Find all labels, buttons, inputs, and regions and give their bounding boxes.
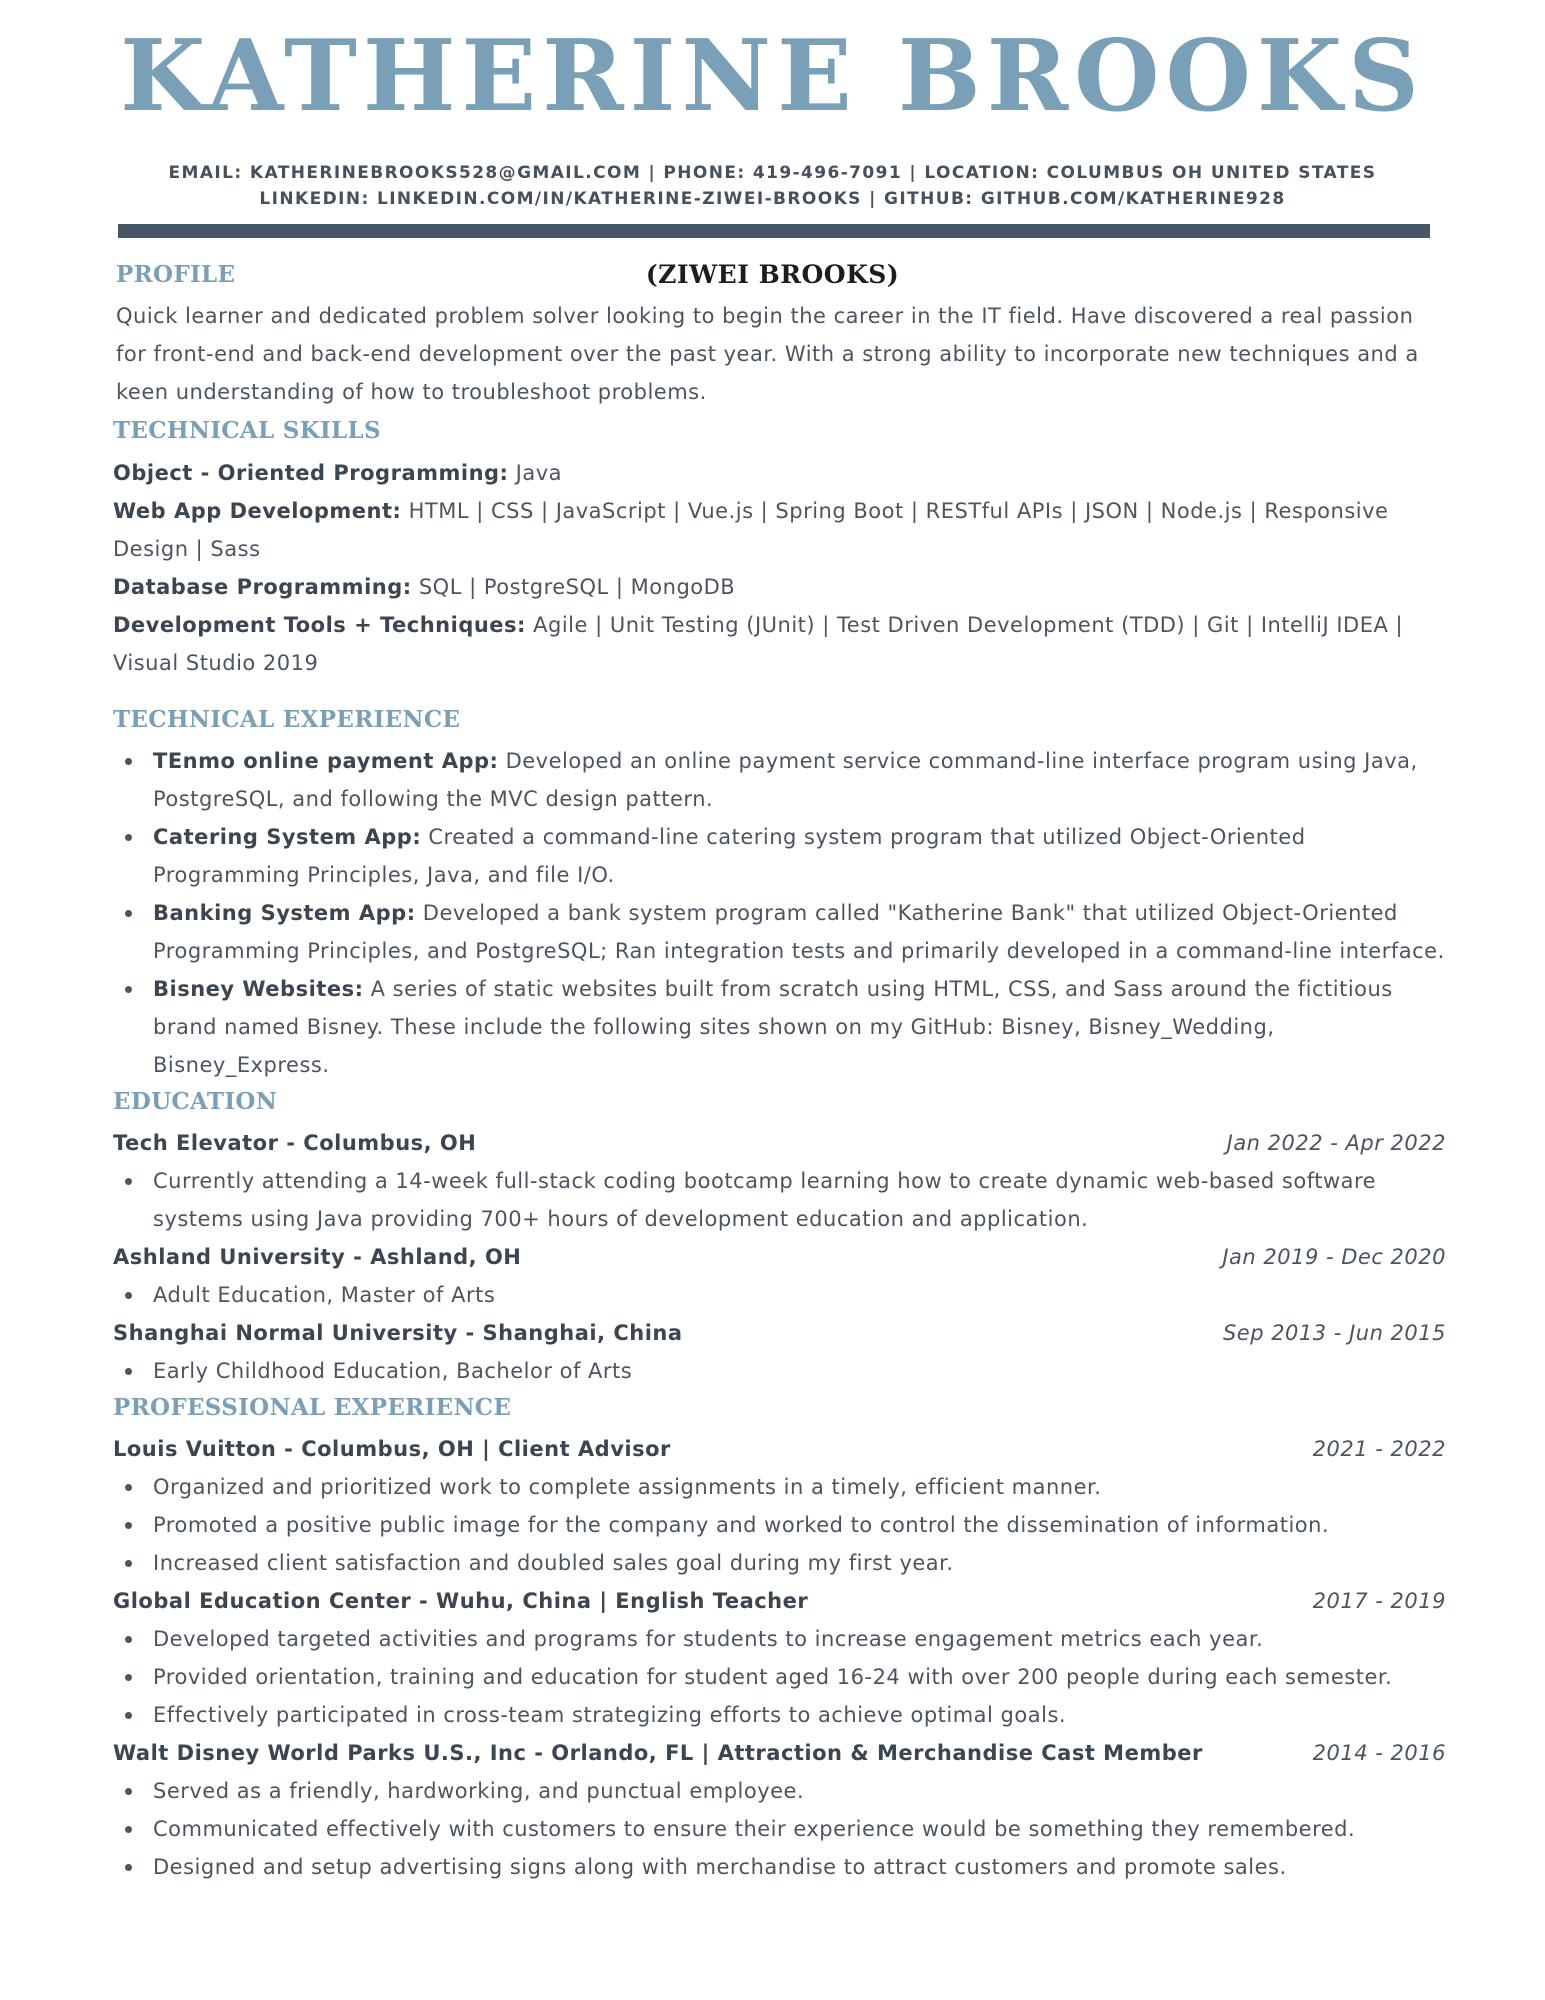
education-details	[113, 1276, 1448, 1314]
skill-item	[113, 606, 1448, 682]
education-list	[113, 1124, 1448, 1390]
date-range: 2021 - 2022	[1312, 1437, 1446, 1461]
list-item: Organized and prioritized work to complete assignments in a timely, efficient manner.	[113, 1468, 1448, 1506]
education-details	[113, 1162, 1448, 1238]
professional-list	[113, 1430, 1448, 1886]
profile-heading: PROFILE	[116, 261, 236, 288]
candidate-name: KATHERINE BROOKS	[120, 19, 1425, 134]
list-item: Provided orientation, training and education for student aged 16-24 with over 200 people during each semester.	[113, 1658, 1448, 1696]
project-desc: Developed a bank system program called "Katherine Bank" that utilized Object-Oriented Programming Principles, and PostgreSQL; Ran integration tests and primarily developed in a command-line interface.	[153, 901, 1445, 963]
contact-line-2: LINKEDIN: LINKEDIN.COM/IN/KATHERINE-ZIWEI-BROOKS | GITHUB: GITHUB.COM/KATHERINE928	[259, 188, 1286, 209]
job-duties	[113, 1620, 1448, 1734]
list-item: Early Childhood Education, Bachelor of Arts	[113, 1352, 1448, 1390]
list-item	[113, 894, 1448, 970]
list-item: Designed and setup advertising signs along with merchandise to attract customers and promote sales.	[113, 1848, 1448, 1886]
education-entry	[113, 1314, 1448, 1352]
list-item: Currently attending a 14-week full-stack coding bootcamp learning how to create dynamic web-based software systems using Java providing 700+ hours of development education and application.	[113, 1162, 1448, 1238]
job-entry	[113, 1430, 1448, 1468]
skill-value: Agile | Unit Testing (JUnit) | Test Driven Development (TDD) | Git | IntelliJ IDEA | Visual Studio 2019	[113, 613, 1404, 675]
job-title: Louis Vuitton - Columbus, OH | Client Advisor	[113, 1437, 671, 1461]
date-range: Sep 2013 - Jun 2015	[1222, 1321, 1446, 1345]
list-item	[113, 742, 1448, 818]
list-item: Served as a friendly, hardworking, and punctual employee.	[113, 1772, 1448, 1810]
contact-info	[0, 161, 1545, 212]
skill-value: SQL | PostgreSQL | MongoDB	[411, 575, 736, 599]
contact-line-1: EMAIL: KATHERINEBROOKS528@GMAIL.COM | PHONE: 419-496-7091 | LOCATION: COLUMBUS OH UNITED STATES	[168, 163, 1377, 183]
profile-text: Quick learner and dedicated problem solver looking to begin the career in the IT field. Have discovered a real passion for front-end and back-end development over the past year. With a strong ability to incorporate new techniques and a keen understanding of how to troubleshoot problems.	[116, 304, 1419, 404]
date-range: Jan 2019 - Dec 2020	[1222, 1245, 1446, 1269]
list-item: Increased client satisfaction and doubled sales goal during my first year.	[113, 1544, 1448, 1582]
education-entry	[113, 1124, 1448, 1162]
education-heading: EDUCATION	[113, 1088, 278, 1115]
skills-heading: TECHNICAL SKILLS	[113, 417, 381, 444]
project-title: Banking System App:	[153, 901, 416, 925]
school-name: Ashland University - Ashland, OH	[113, 1245, 522, 1269]
skill-item	[113, 492, 1448, 568]
job-entry	[113, 1734, 1448, 1772]
list-item: Adult Education, Master of Arts	[113, 1276, 1448, 1314]
skill-label: Development Tools + Techniques:	[113, 613, 526, 637]
list-item	[113, 818, 1448, 894]
date-range: 2017 - 2019	[1312, 1589, 1446, 1613]
project-desc: Developed an online payment service command-line interface program using Java, PostgreSQL, and following the MVC design pattern.	[153, 749, 1418, 811]
date-range: Jan 2022 - Apr 2022	[1226, 1131, 1446, 1155]
skill-value: HTML | CSS | JavaScript | Vue.js | Spring Boot | RESTful APIs | JSON | Node.js | Responsive Design | Sass	[113, 499, 1389, 561]
skill-item	[113, 568, 1448, 606]
skill-label: Object - Oriented Programming:	[113, 461, 509, 485]
skill-label: Web App Development:	[113, 499, 402, 523]
skill-value: Java	[508, 461, 562, 485]
project-title: Bisney Websites:	[153, 977, 364, 1001]
job-title: Walt Disney World Parks U.S., Inc - Orlando, FL | Attraction & Merchandise Cast Member	[113, 1741, 1203, 1765]
skill-label: Database Programming:	[113, 575, 412, 599]
header-divider	[118, 224, 1430, 238]
job-title: Global Education Center - Wuhu, China | English Teacher	[113, 1589, 809, 1613]
tech-experience-heading: TECHNICAL EXPERIENCE	[113, 706, 461, 733]
date-range: 2014 - 2016	[1312, 1741, 1446, 1765]
project-title: TEnmo online payment App:	[153, 749, 499, 773]
tech-experience-list	[113, 742, 1448, 1084]
professional-heading: PROFESSIONAL EXPERIENCE	[113, 1394, 512, 1421]
job-duties	[113, 1772, 1448, 1886]
education-entry	[113, 1238, 1448, 1276]
project-title: Catering System App:	[153, 825, 422, 849]
skills-list	[113, 454, 1448, 682]
job-duties	[113, 1468, 1448, 1582]
school-name: Tech Elevator - Columbus, OH	[113, 1131, 477, 1155]
list-item: Developed targeted activities and programs for students to increase engagement metrics each year.	[113, 1620, 1448, 1658]
list-item: Effectively participated in cross-team strategizing efforts to achieve optimal goals.	[113, 1696, 1448, 1734]
alias-name: (ZIWEI BROOKS)	[645, 260, 900, 289]
job-entry	[113, 1582, 1448, 1620]
project-desc: A series of static websites built from scratch using HTML, CSS, and Sass around the fictitious brand named Bisney. These include the following sites shown on my GitHub: Bisney, Bisney_Wedding, Bisney_Express.	[153, 977, 1393, 1077]
resume-body	[113, 257, 1448, 1886]
list-item	[113, 970, 1448, 1084]
list-item: Communicated effectively with customers to ensure their experience would be something they remembered.	[113, 1810, 1448, 1848]
school-name: Shanghai Normal University - Shanghai, China	[113, 1321, 683, 1345]
list-item: Promoted a positive public image for the company and worked to control the dissemination of information.	[113, 1506, 1448, 1544]
project-desc: Created a command-line catering system program that utilized Object-Oriented Programming Principles, Java, and file I/O.	[153, 825, 1306, 887]
skill-item	[113, 454, 1448, 492]
education-details	[113, 1352, 1448, 1390]
